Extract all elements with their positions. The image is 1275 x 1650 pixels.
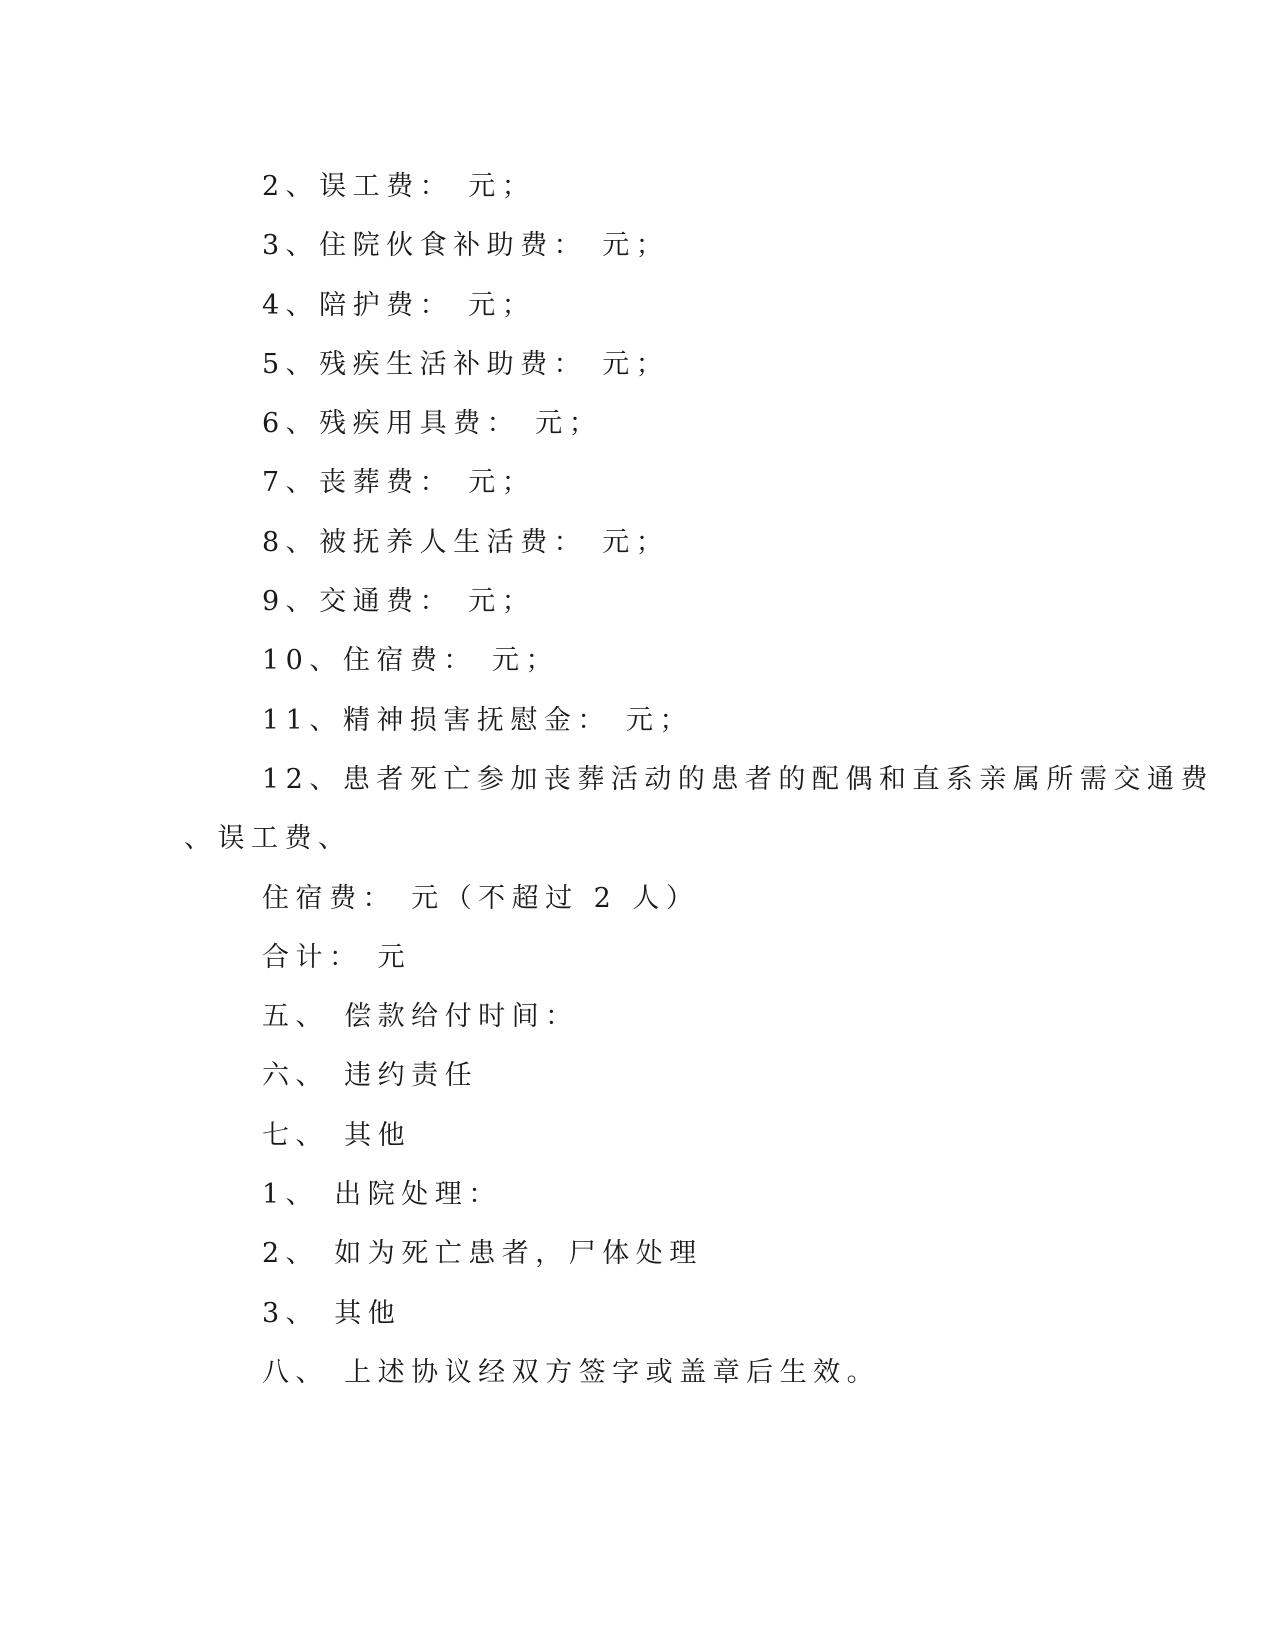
other-item-misc: 3、 其他 xyxy=(262,1297,402,1329)
item-funeral-fee: 7、丧葬费： 元； xyxy=(262,467,536,499)
item-accommodation-fee: 10、住宿费： 元； xyxy=(262,645,559,677)
item-mental-damage-compensation: 11、精神损害抚慰金： 元； xyxy=(262,704,693,736)
item-funeral-relatives-accommodation: 住宿费： 元（不超过 2 人） xyxy=(262,882,700,914)
item-hospital-meal-subsidy: 3、住院伙食补助费： 元； xyxy=(262,230,670,262)
item-dependent-living-fee: 8、被抚养人生活费： 元； xyxy=(262,526,670,558)
item-disability-living-subsidy: 5、残疾生活补助费： 元； xyxy=(262,348,670,380)
other-item-discharge: 1、 出院处理： xyxy=(262,1179,502,1211)
document-body xyxy=(0,157,1275,1402)
other-item-remains-handling: 2、 如为死亡患者，尸体处理 xyxy=(262,1238,703,1270)
item-nursing-fee: 4、陪护费： 元； xyxy=(262,289,536,321)
section-effectiveness: 八、 上述协议经双方签字或盖章后生效。 xyxy=(262,1356,881,1388)
total-line: 合计： 元 xyxy=(262,941,412,973)
item-disability-equipment-fee: 6、残疾用具费： 元； xyxy=(262,408,603,440)
item-funeral-relatives-costs-continued: 、误工费、 xyxy=(184,823,352,855)
item-transport-fee: 9、交通费： 元； xyxy=(262,586,536,618)
item-funeral-relatives-costs: 12、患者死亡参加丧葬活动的患者的配偶和直系亲属所需交通费 xyxy=(262,763,1214,795)
section-breach-liability: 六、 违约责任 xyxy=(262,1060,479,1092)
item-lost-wages: 2、误工费： 元； xyxy=(262,171,536,202)
section-other: 七、 其他 xyxy=(262,1119,412,1151)
section-payment-time: 五、 偿款给付时间： xyxy=(262,1001,579,1033)
